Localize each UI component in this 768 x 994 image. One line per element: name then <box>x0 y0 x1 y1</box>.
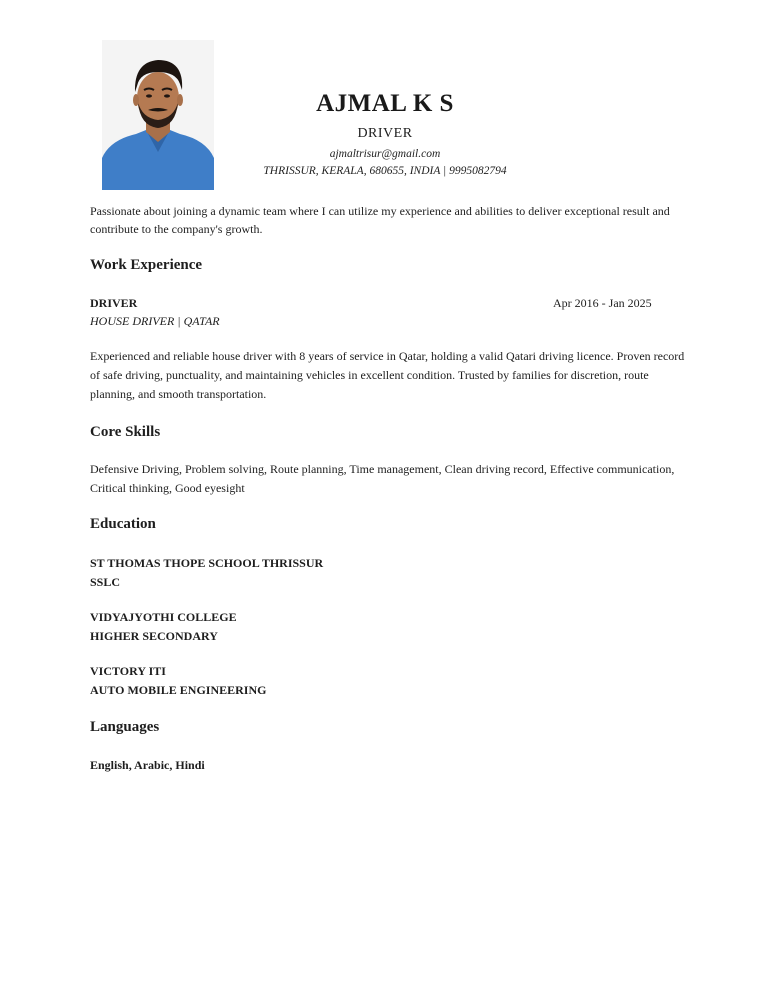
work-experience-heading: Work Experience <box>90 257 203 273</box>
education-qualification: AUTO MOBILE ENGINEERING <box>90 683 267 697</box>
education-school: VICTORY ITI <box>90 664 166 678</box>
languages-text: English, Arabic, Hindi <box>90 758 205 772</box>
job-company: HOUSE DRIVER | QATAR <box>90 314 220 328</box>
candidate-email: ajmaltrisur@gmail.com <box>329 148 441 160</box>
education-item <box>90 554 323 592</box>
education-qualification: HIGHER SECONDARY <box>90 629 218 643</box>
education-school: ST THOMAS THOPE SCHOOL THRISSUR <box>90 556 324 570</box>
job-role: DRIVER <box>90 296 138 310</box>
profile-summary: Passionate about joining a dynamic team where I can utilize my experience and abilities to deliver exceptional result and contribute to the company's growth. <box>90 204 670 236</box>
education-heading: Education <box>90 516 156 532</box>
candidate-name: AJMAL K S <box>316 90 454 117</box>
education-item <box>90 662 266 700</box>
core-skills-text: Defensive Driving, Problem solving, Route planning, Time management, Clean driving record, Effective communication, Critical thinking, Good eyesight <box>90 462 675 495</box>
job-description: Experienced and reliable house driver with 8 years of service in Qatar, holding a valid Qatari driving licence. Proven record of safe driving, punctuality, and maintaining vehicles in excellent condition. Trusted by families for discretion, route planning, and smooth transportation. <box>90 349 685 401</box>
education-qualification: SSLC <box>90 575 121 589</box>
candidate-title: DRIVER <box>357 126 413 141</box>
education-school: VIDYAJYOTHI COLLEGE <box>90 610 237 624</box>
education-item <box>90 608 237 646</box>
candidate-contact: THRISSUR, KERALA, 680655, INDIA | 9995082794 <box>263 165 507 177</box>
languages-heading: Languages <box>90 719 160 735</box>
core-skills-heading: Core Skills <box>90 424 161 440</box>
job-dates: Apr 2016 - Jan 2025 <box>553 296 652 310</box>
